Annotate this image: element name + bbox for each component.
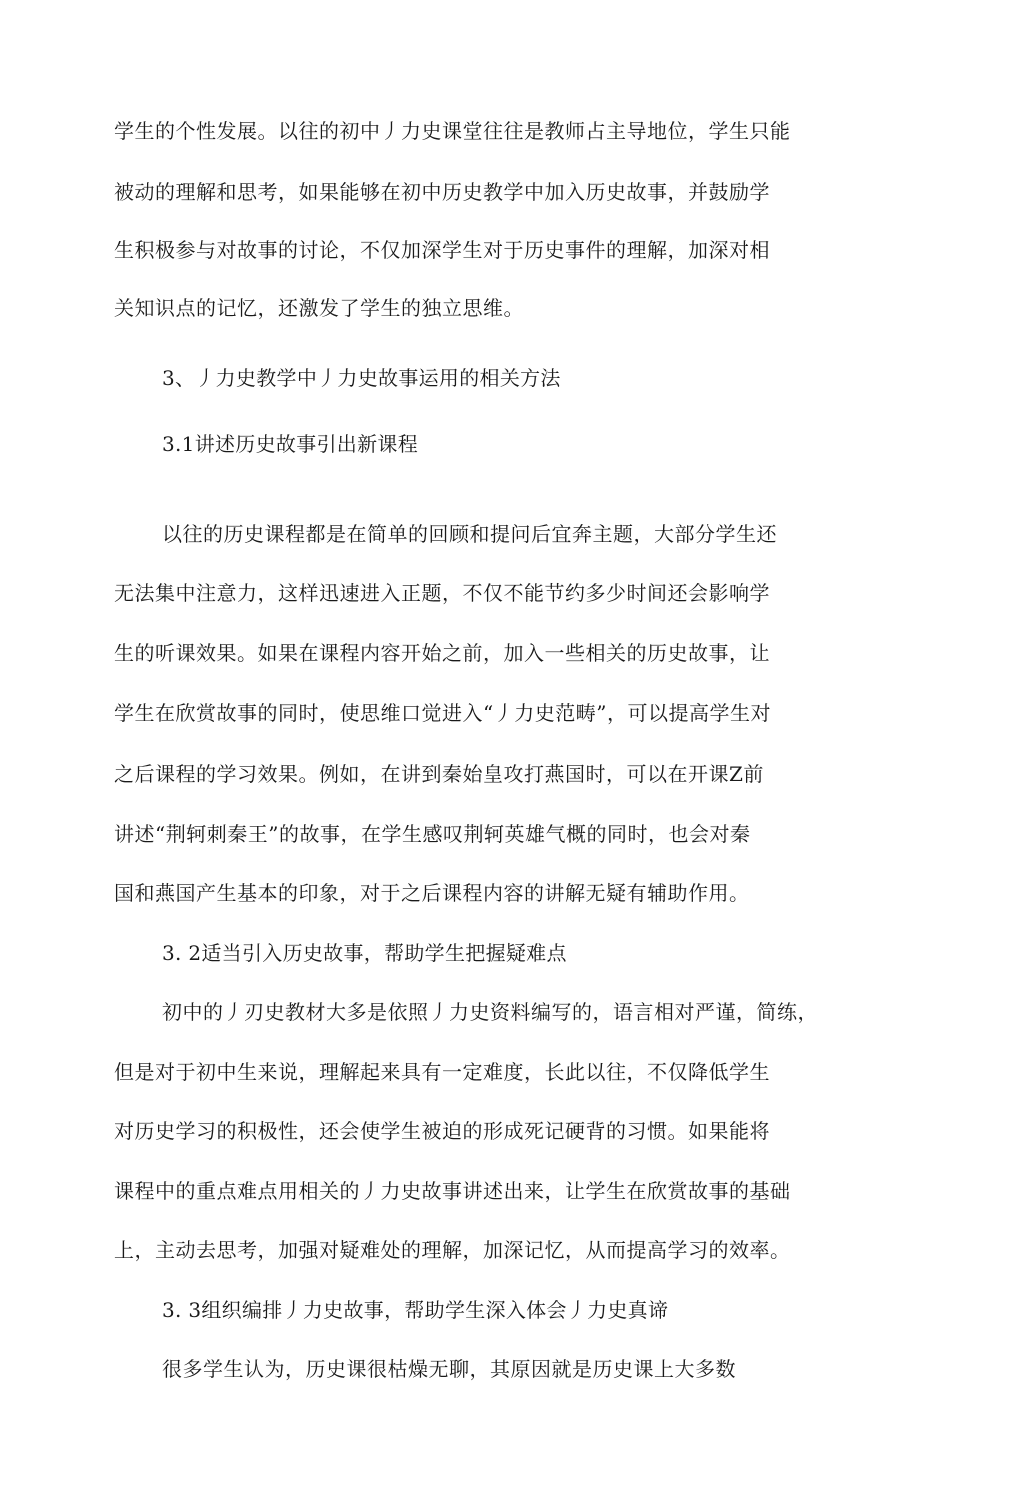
subsection-heading: 3.1讲述历史故事引出新课程	[162, 432, 419, 456]
paragraph-line: 生的听课效果。如果在课程内容开始之前，加入一些相关的历史故事，让	[114, 641, 770, 665]
paragraph-line: 上，主动去思考，加强对疑难处的理解，加深记忆，从而提高学习的效率。	[114, 1238, 791, 1262]
paragraph-line: 被动的理解和思考，如果能够在初中历史教学中加入历史故事，并鼓励学	[114, 180, 770, 204]
paragraph-line: 学生的个性发展。以往的初中丿力史课堂往往是教师占主导地位，学生只能	[114, 119, 791, 143]
paragraph-line: 之后课程的学习效果。例如，在讲到秦始皇攻打燕国时，可以在开课Z前	[114, 762, 764, 786]
subsection-heading: 3. 3组织编排丿力史故事，帮助学生深入体会丿力史真谛	[162, 1298, 669, 1322]
subsection-heading: 3. 2适当引入历史故事，帮助学生把握疑难点	[162, 941, 567, 965]
paragraph-line: 讲述“荆轲刺秦王”的故事，在学生感叹荆轲英雄气概的同时，也会对秦	[114, 822, 751, 846]
paragraph-line: 无法集中注意力，这样迅速进入正题，不仅不能节约多少时间还会影响学	[114, 581, 770, 605]
paragraph-line: 生积极参与对故事的讨论，不仅加深学生对于历史事件的理解，加深对相	[114, 238, 770, 262]
paragraph-line: 课程中的重点难点用相关的丿力史故事讲述出来，让学生在欣赏故事的基础	[114, 1179, 791, 1203]
paragraph-line: 国和燕国产生基本的印象，对于之后课程内容的讲解无疑有辅助作用。	[114, 881, 750, 905]
paragraph-line: 关知识点的记忆，还激发了学生的独立思维。	[114, 296, 524, 320]
paragraph-line: 对历史学习的积极性，还会使学生被迫的形成死记硬背的习惯。如果能将	[114, 1119, 770, 1143]
paragraph-line: 以往的历史课程都是在简单的回顾和提问后宜奔主题，大部分学生还	[162, 522, 777, 546]
paragraph-line: 初中的丿刃史教材大多是依照丿力史资料编写的，语言相对严谨，简练，	[162, 1000, 818, 1024]
section-heading: 3、丿力史教学中丿力史故事运用的相关方法	[162, 366, 561, 390]
paragraph-line: 但是对于初中生来说，理解起来具有一定难度，长此以往，不仅降低学生	[114, 1060, 770, 1084]
paragraph-line: 学生在欣赏故事的同时，使思维口觉进入“丿力史范畴”，可以提高学生对	[114, 701, 771, 725]
paragraph-line: 很多学生认为，历史课很枯燥无聊，其原因就是历史课上大多数	[162, 1357, 736, 1381]
